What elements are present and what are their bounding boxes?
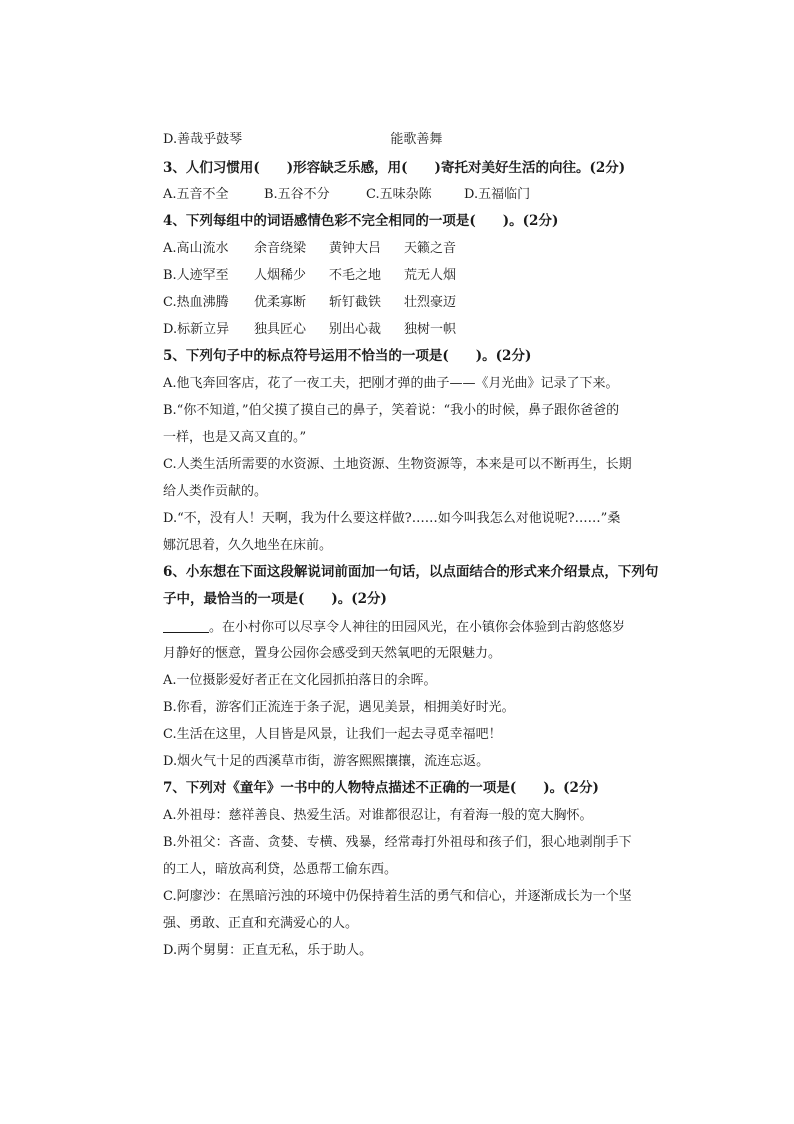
q4-b-word-1: B.人迹罕至 (163, 268, 229, 283)
q4-a-word-4: 天籁之音 (404, 241, 457, 256)
question-5: 5、下列句子中的标点符号运用不恰当的一项是( )。(2分) (163, 348, 532, 364)
q6-passage-line2: 月静好的惬意，置身公园你会感受到天然氧吧的无限魅力。 (163, 646, 502, 661)
question-4: 4、下列每组中的词语感情色彩不完全相同的一项是( )。(2分) (163, 213, 559, 229)
q6-option-b: B.你看，游客们正流连于条子泥，遇见美景，相拥美好时光。 (163, 700, 515, 715)
question-6-line2: 子中，最恰当的一项是( )。(2分) (163, 591, 387, 607)
q3-options (163, 186, 530, 204)
q4-option-b (163, 267, 456, 285)
q7-option-b-line1: B.外祖父：吝啬、贪婪、专横、残暴，经常毒打外祖母和孩子们，狠心地剥削手下 (163, 835, 632, 850)
question-6-line1: 6、小东想在下面这段解说词前面加一句话，以点面结合的形式来介绍景点，下列句 (163, 564, 659, 580)
q5-option-c-line1: C.人类生活所需要的水资源、土地资源、生物资源等，本来是可以不断再生，长期 (163, 457, 632, 472)
q7-option-d: D.两个舅舅：正直无私，乐于助人。 (163, 943, 373, 958)
q4-d-word-4: 独树一帜 (404, 322, 457, 337)
q5-option-b-line1: B.“你不知道，”伯父摸了摸自己的鼻子，笑着说：“我小的时候，鼻子跟你爸爸的 (163, 403, 620, 418)
q3-option-a: A.五音不全 (163, 187, 229, 202)
q6-option-c: C.生活在这里，人目皆是风景，让我们一起去寻觅幸福吧！ (163, 727, 502, 742)
q4-a-word-1: A.高山流水 (163, 241, 229, 256)
q7-option-c-line2: 强、勇敢、正直和充满爱心的人。 (163, 916, 359, 931)
q2-option-d-answer: 能歌善舞 (390, 132, 443, 147)
q5-option-c-line2: 给人类作贡献的。 (163, 484, 268, 499)
q3-option-b: B.五谷不分 (264, 187, 330, 202)
question-3: 3、人们习惯用( )形容缺乏乐感，用( )寄托对美好生活的向往。(2分) (163, 160, 626, 176)
q7-option-a: A.外祖母：慈祥善良、热爱生活。对谁都很忍让，有着海一般的宽大胸怀。 (163, 808, 593, 823)
q4-b-word-2: 人烟稀少 (254, 268, 307, 283)
q5-option-d-line2: 娜沉思着，久久地坐在床前。 (163, 538, 333, 553)
q7-option-c-line1: C.阿廖沙：在黑暗污浊的环境中仍保持着生活的勇气和信心，并逐渐成长为一个坚 (163, 889, 632, 904)
q4-c-word-4: 壮烈豪迈 (404, 295, 457, 310)
q3-option-d: D.五福临门 (464, 187, 531, 202)
q2-option-d-text: D.善哉乎鼓琴 (163, 132, 243, 147)
q5-option-b-line2: 一样，也是又高又直的。” (163, 430, 307, 445)
q4-d-word-3: 别出心裁 (329, 322, 382, 337)
q6-option-d: D.烟火气十足的西溪草市街，游客熙熙攘攘，流连忘返。 (163, 754, 490, 769)
q5-option-a: A.他飞奔回客店，花了一夜工夫，把刚才弹的曲子——《月光曲》记录了下来。 (163, 376, 619, 391)
q4-c-word-1: C.热血沸腾 (163, 295, 229, 310)
question-7: 7、下列对《童年》一书中的人物特点描述不正确的一项是( )。(2分) (163, 780, 599, 796)
q4-option-a (163, 240, 456, 258)
q4-b-word-3: 不毛之地 (329, 268, 382, 283)
q4-option-c (163, 294, 456, 312)
q4-a-word-3: 黄钟大吕 (329, 241, 382, 256)
q2-option-d (163, 131, 442, 149)
q3-option-c: C.五味杂陈 (366, 187, 432, 202)
q4-d-word-2: 独具匠心 (254, 322, 307, 337)
q6-passage-text: 。在小村你可以尽享令人神往的田园风光，在小镇你会体验到古韵悠悠岁 (209, 620, 626, 635)
q4-d-word-1: D.标新立异 (163, 322, 230, 337)
q4-c-word-3: 斩钉截铁 (329, 295, 382, 310)
q5-option-d-line1: D.“不，没有人！天啊，我为什么要这样做?……如今叫我怎么对他说呢?……”桑 (163, 511, 621, 526)
q6-passage-line1 (163, 618, 625, 637)
q4-option-d (163, 321, 456, 339)
q4-b-word-4: 荒无人烟 (404, 268, 457, 283)
q6-option-a: A.一位摄影爱好者正在文化园抓拍落日的余晖。 (163, 673, 437, 688)
q4-c-word-2: 优柔寡断 (254, 295, 307, 310)
q4-a-word-2: 余音绕梁 (254, 241, 307, 256)
answer-blank[interactable] (163, 618, 209, 633)
q7-option-b-line2: 的工人，暗放高利贷，怂恿帮工偷东西。 (163, 862, 398, 877)
